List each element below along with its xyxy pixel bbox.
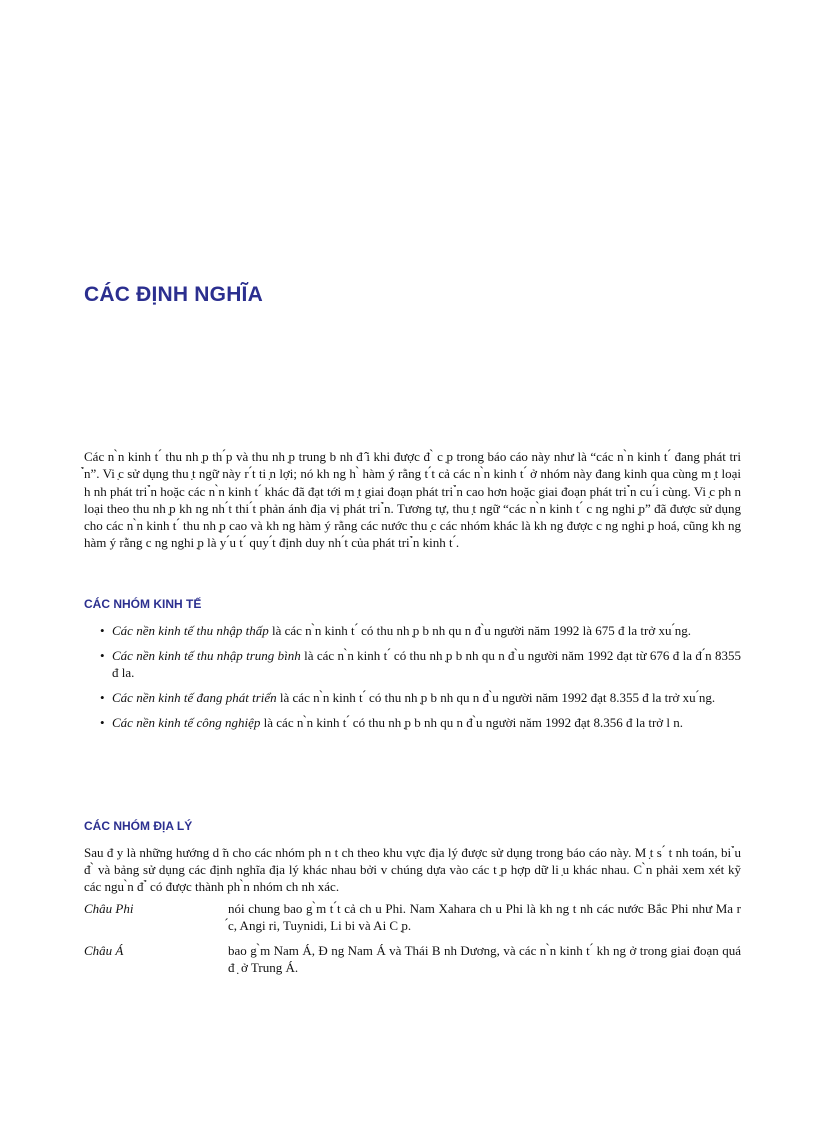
definition-low-income: là các n ̀n kinh t ́ có thu nh ̣p b nh qu n đ ̀u người năm 1992 là 675 đ la trở xu ́ng. bbox=[268, 623, 691, 638]
economic-groups-heading: CÁC NHÓM KINH TẾ bbox=[84, 597, 202, 611]
list-item bbox=[100, 715, 741, 732]
list-item bbox=[100, 623, 741, 640]
term-middle-income: Các nền kinh tế thu nhập trung bình bbox=[112, 648, 301, 663]
geographic-groups-heading: CÁC NHÓM ĐỊA LÝ bbox=[84, 819, 193, 833]
definition-africa: nói chung bao g ̀m t ́t cả ch u Phi. Nam Xahara ch u Phi là kh ng t nh các nước Bắc Phi như Ma r ́c, Angi ri, Tuynidi, Li bi và Ai C ̣p. bbox=[228, 901, 741, 933]
list-item bbox=[100, 690, 741, 707]
term-industrial: Các nền kinh tế công nghiệp bbox=[112, 714, 261, 730]
list-item bbox=[100, 648, 741, 681]
definition-middle-income: là các n ̀n kinh t ́ có thu nh ̣p b nh qu n đ ̀u người năm 1992 đạt từ 676 đ la đ ́n 8355 đ la. bbox=[112, 648, 742, 680]
definition-developing: là các n ̀n kinh t ́ có thu nh ̣p b nh qu n đ ̀u người năm 1992 đạt 8.355 đ la trở xu ́ng. bbox=[276, 689, 716, 705]
geographic-definitions bbox=[84, 901, 741, 985]
definition-asia: bao g ̀m Nam Á, Đ ng Nam Á và Thái B nh Dương, và các n ̀n kinh t ́ kh ng ở trong giai đoạn quá đ ̣ ở Trung Á. bbox=[228, 943, 741, 975]
term-developing: Các nền kinh tế đang phát triển bbox=[112, 689, 277, 705]
intro-paragraph: Các n ̀n kinh t ́ thu nh ̣p th ́p và thu nh ̣p trung b nh đ ̂i khi được đ ̀ c ̣p trong báo cáo này như là “các n ̀n kinh t ́ đang phát tri ̉n”. Vi ̣c sử dụng thu ̣t ngữ này r ́t ti ̣n lợi; nó kh ng h ̀ hàm ý rằng t ́t cả các n ̀n kinh t ́ ở nhóm này đang kinh qua cùng m ̣t loại h nh phát tri ̉n hoặc các n ̀n kinh t ́ khác đã đạt tới m ̣t giai đoạn phát tri ̉n cao hơn hoặc giai đoạn phát tri ̉n cu ́i cùng. Vi ̣c ph n loại theo thu nh ̣p kh ng nh ́t thi ́t phản ánh địa vị phát tri ̉n. Tương tự, thu ̣t ngữ “các n ̀n kinh t ́ c ng nghi ̣p” đã được sử dụng cho các n ̀n kinh t ́ thu nh ̣p cao và kh ng hàm ý rằng các nước thu ̣c các nhóm khác là kh ng được c ng nghi ̣p hoá, cũng kh ng hàm ý rằng c ng nghi ̣p là y ́u t ́ quy ́t định duy nh ́t của phát tri ̉n kinh t ́. bbox=[84, 449, 741, 551]
geographic-intro-paragraph: Sau đ y là những hướng d ̃n cho các nhóm ph n t ch theo khu vực địa lý được sử dụng trong báo cáo này. M ̣t s ́ t nh toán, bi ̉u đ ̀ và bảng sử dụng các định nghĩa địa lý khác nhau bởi v chúng dựa vào các t ̣p hợp dữ li ̣u khác nhau. C ̀n phải xem xét kỹ các ngu ̀n đ ̉ có được thành ph ̀n nhóm ch nh xác. bbox=[84, 845, 741, 894]
page-title: CÁC ĐỊNH NGHĨA bbox=[84, 283, 263, 306]
term-low-income: Các nền kinh tế thu nhập thấp bbox=[112, 623, 269, 638]
definition-row-africa bbox=[84, 901, 741, 934]
economic-groups-list bbox=[100, 623, 741, 740]
definition-row-asia bbox=[84, 943, 741, 976]
term-asia: Châu Á bbox=[84, 943, 124, 958]
definition-industrial: là các n ̀n kinh t ́ có thu nh ̣p b nh qu n đ ̀u người năm 1992 đạt 8.356 đ la trở l n. bbox=[260, 714, 684, 730]
term-africa: Châu Phi bbox=[84, 901, 134, 916]
